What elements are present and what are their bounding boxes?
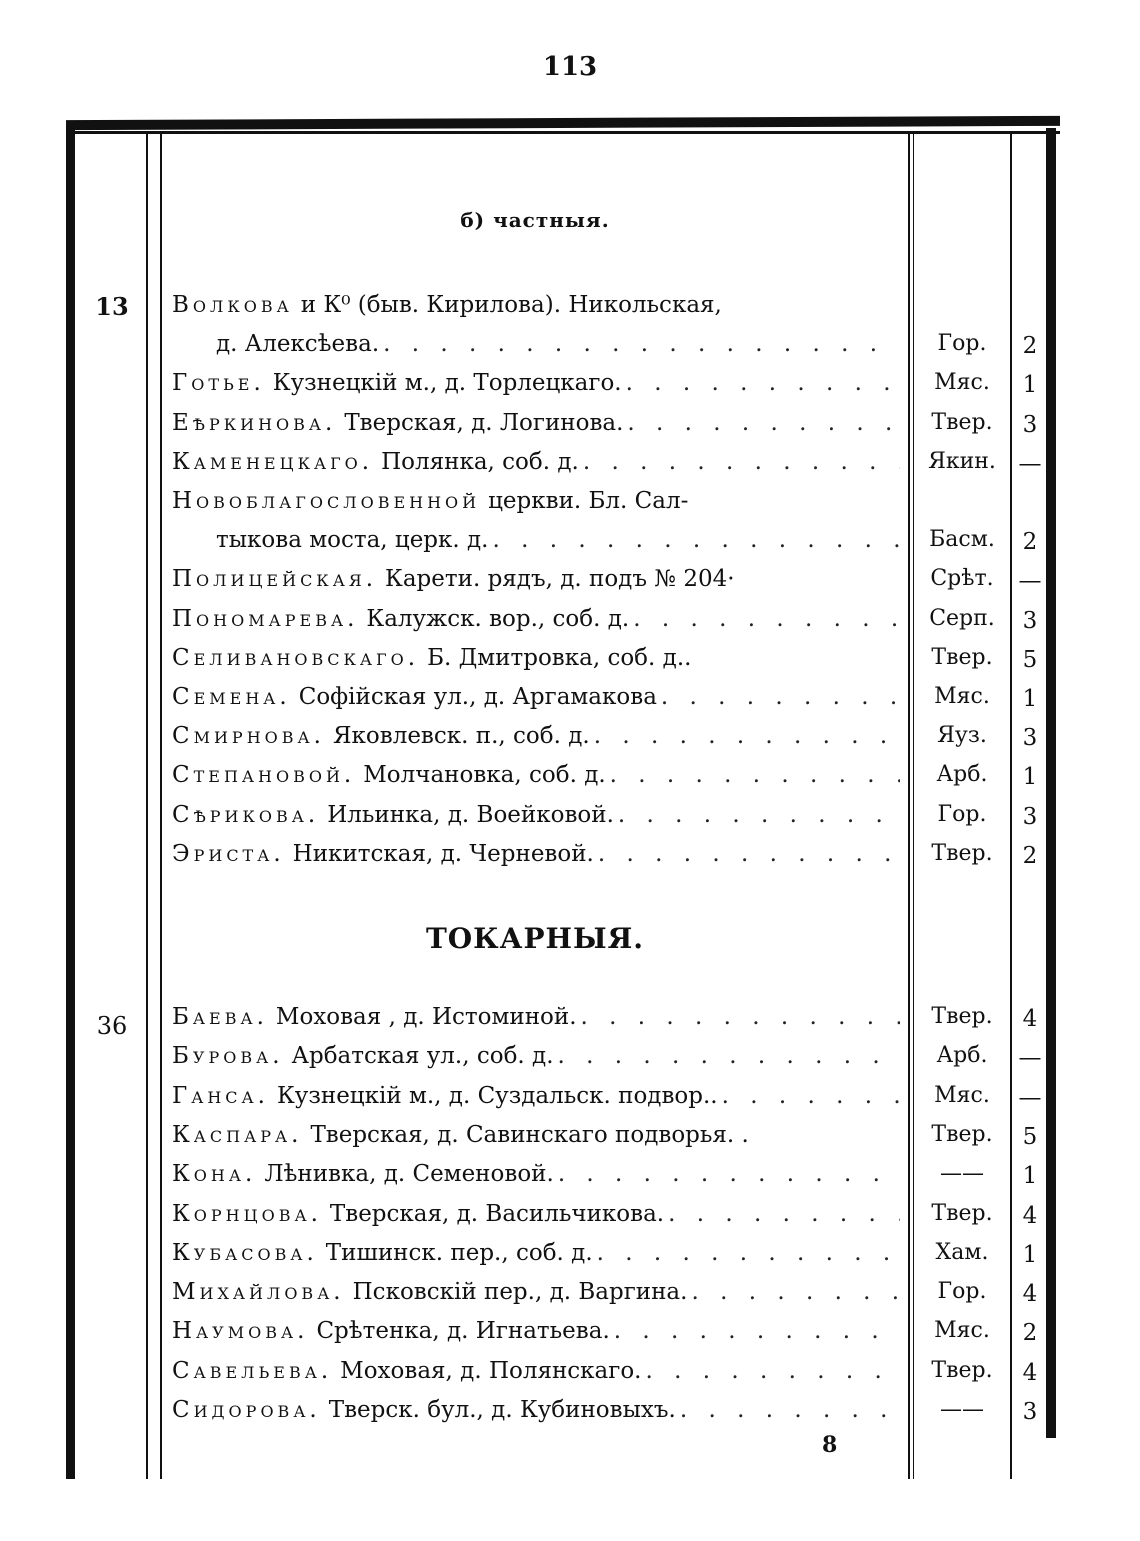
entry-line — [172, 802, 900, 836]
section-count-private: 13 — [95, 292, 129, 321]
entry-address: Лѣнивка, д. Семеновой. — [264, 1161, 554, 1188]
column-divider-count-inner — [160, 134, 162, 1479]
entry-name: Селивановскаго. — [172, 644, 420, 671]
entry-district: Мяс. — [934, 370, 990, 396]
entry-name: Семена. — [172, 684, 291, 710]
entry-district: Твер. — [931, 409, 993, 435]
entry-district: Якин. — [928, 448, 996, 474]
entry-district: Арб. — [936, 1043, 988, 1069]
section-title-private: б) частныя. — [460, 208, 610, 232]
entry-line — [172, 684, 900, 718]
entry-line — [216, 527, 900, 561]
entry-number: 2 — [1022, 1320, 1038, 1347]
entry-name: Сидорова. — [172, 1397, 321, 1423]
dot-leader — [594, 841, 900, 867]
entry-number: 4 — [1022, 1359, 1038, 1386]
entry-number: — — [1018, 568, 1042, 595]
entry-line — [172, 370, 900, 404]
dot-leader — [379, 331, 900, 357]
entry-address: и К⁰ (быв. Кирилова). Никольская, — [300, 292, 722, 318]
entry-number: 5 — [1022, 1123, 1038, 1150]
entry-number: 2 — [1022, 529, 1038, 556]
entry-line — [172, 723, 900, 757]
entry-district: Гор. — [937, 801, 987, 827]
entry-name: Ганса. — [172, 1082, 269, 1109]
frame-top-rule-thin — [66, 131, 1060, 134]
entry-line — [172, 841, 900, 875]
entry-line — [172, 410, 900, 444]
entry-line — [172, 1318, 900, 1352]
entry-address: Моховая , д. Истоминой. — [275, 1004, 577, 1030]
entry-number: 3 — [1022, 607, 1038, 634]
dot-leader — [641, 1358, 900, 1384]
entry-address: Яковлевск. п., соб. д. — [332, 723, 590, 750]
entry-address: Тверская, д. Савинскаго подворья. . — [310, 1121, 749, 1148]
signature-mark: 8 — [822, 1432, 838, 1458]
entry-number: — — [1018, 1084, 1042, 1111]
entry-number: 3 — [1022, 411, 1038, 438]
entry-name: Еѣркинова. — [172, 409, 337, 436]
entry-district: Твер. — [931, 644, 993, 670]
entry-line — [172, 1279, 900, 1313]
entry-line — [172, 1397, 900, 1431]
entry-address: Ильинка, д. Воейковой. — [327, 801, 614, 828]
entry-district: Гор. — [937, 1279, 987, 1305]
entry-number: 3 — [1022, 725, 1038, 752]
entry-line — [172, 292, 900, 326]
entry-name: Наумова. — [172, 1318, 309, 1345]
dot-leader — [590, 723, 900, 749]
entry-line — [172, 1201, 900, 1235]
entry-address: тыкова моста, церк. д. — [216, 527, 489, 554]
frame-top-rule — [66, 116, 1060, 130]
entry-name: Бурова. — [172, 1043, 284, 1070]
entry-district: Мяс. — [934, 684, 990, 709]
dot-leader — [623, 410, 900, 436]
entry-district: —— — [940, 1397, 984, 1422]
entry-district: Хам. — [935, 1239, 989, 1265]
entry-name: Каспара. — [172, 1121, 303, 1148]
dot-leader — [676, 1397, 900, 1423]
dot-leader — [577, 1004, 900, 1030]
entry-address: Карети. рядъ, д. подъ № 204· — [385, 566, 735, 593]
entry-number: 3 — [1022, 803, 1038, 830]
column-divider-number — [1010, 134, 1012, 1479]
frame-right-border — [1046, 128, 1056, 1438]
entry-number: 2 — [1022, 333, 1038, 360]
entry-address: Б. Дмитровка, соб. д.. — [427, 644, 692, 671]
entry-address: Тверская, д. Логинова. — [344, 409, 624, 436]
entry-number: 1 — [1022, 372, 1038, 399]
section-count-turners: 36 — [96, 1012, 128, 1040]
entry-name: Корнцова. — [172, 1200, 322, 1227]
entry-line — [172, 488, 900, 522]
entry-name: Кона. — [172, 1161, 257, 1188]
entry-line — [172, 1358, 900, 1392]
entry-address: Псковскій пер., д. Варгина. — [352, 1279, 688, 1306]
column-divider-district — [908, 134, 910, 1479]
entry-number: 1 — [1022, 764, 1038, 791]
entry-address: Тишинск. пер., соб. д. — [325, 1239, 593, 1266]
entry-line — [172, 449, 900, 483]
entry-name: Готье. — [172, 370, 265, 397]
entry-name: Степановой. — [172, 762, 356, 789]
entry-name: Каменецкаго. — [172, 448, 374, 475]
entry-line — [172, 762, 900, 796]
entry-address: Молчановка, соб. д. — [363, 762, 606, 789]
entry-line — [172, 1043, 900, 1077]
entry-address: Срѣтенка, д. Игнатьева. — [316, 1318, 610, 1345]
entry-line — [172, 1004, 900, 1038]
entry-name: Пономарева. — [172, 605, 359, 632]
entry-district: Мяс. — [934, 1318, 990, 1344]
entry-address: церкви. Бл. Сал- — [488, 488, 689, 514]
dot-leader — [593, 1240, 900, 1266]
dot-leader — [718, 1083, 900, 1109]
dot-leader — [687, 1279, 900, 1305]
entry-district: Твер. — [931, 1357, 993, 1383]
entry-district: Гор. — [937, 331, 987, 357]
entry-district: Твер. — [931, 1200, 993, 1226]
entry-address: Арбатская ул., соб. д. — [291, 1043, 554, 1070]
entry-line — [172, 1240, 900, 1274]
entry-name: Полицейская. — [172, 566, 378, 593]
entry-district: Твер. — [931, 1121, 993, 1147]
entry-name: Савельева. — [172, 1357, 333, 1384]
entry-name: Кубасова. — [172, 1239, 318, 1266]
entry-name: Михайлова. — [172, 1279, 345, 1306]
entry-line — [172, 1083, 900, 1117]
entry-line — [216, 331, 900, 365]
dot-leader — [629, 606, 900, 632]
entry-address: Калужск. вор., соб. д. — [366, 605, 630, 632]
dot-leader — [554, 1161, 900, 1187]
entry-district: Басм. — [929, 527, 995, 553]
entry-number: 4 — [1022, 1281, 1038, 1308]
entry-district: Твер. — [931, 1004, 993, 1029]
entry-line — [172, 1122, 900, 1156]
entry-number: 3 — [1022, 1399, 1038, 1425]
entry-district: Твер. — [931, 840, 993, 866]
entry-number: — — [1018, 450, 1042, 477]
entry-number: 1 — [1022, 1241, 1038, 1268]
dot-leader — [622, 370, 900, 396]
dot-leader — [657, 684, 900, 710]
entry-address: Софійская ул., д. Аргамакова — [298, 684, 657, 710]
entry-name: Новоблагословенной — [172, 488, 481, 514]
entry-number: 1 — [1022, 1163, 1038, 1190]
entry-number: 1 — [1022, 686, 1038, 712]
entry-district: Яуз. — [937, 723, 987, 749]
entry-line — [172, 1161, 900, 1195]
entry-line — [172, 566, 900, 600]
entry-line — [172, 606, 900, 640]
entry-number: — — [1018, 1045, 1042, 1072]
entry-district: Срѣт. — [930, 566, 994, 592]
entry-address: Тверская, д. Васильчикова. — [329, 1200, 665, 1227]
entry-district: Серп. — [929, 605, 995, 631]
entry-address: Моховая, д. Полянскаго. — [340, 1357, 642, 1384]
entry-address: Кузнецкій м., д. Торлецкаго. — [272, 370, 622, 397]
entry-name: Эриста. — [172, 840, 285, 867]
entry-district: Мяс. — [934, 1082, 990, 1108]
entry-district: Арб. — [936, 762, 988, 788]
dot-leader — [610, 1318, 900, 1344]
dot-leader — [606, 762, 900, 788]
entry-address: Полянка, соб. д. — [381, 448, 579, 475]
entry-name: Смирнова. — [172, 723, 325, 750]
entry-district: —— — [940, 1161, 984, 1187]
dot-leader — [664, 1201, 900, 1227]
entry-name: Баева. — [172, 1004, 268, 1030]
column-divider-count — [146, 134, 148, 1479]
entry-address: Кузнецкій м., д. Суздальск. подвор.. — [276, 1082, 718, 1109]
entry-number: 2 — [1022, 842, 1038, 869]
entry-line — [172, 645, 900, 679]
page-number: 113 — [542, 52, 598, 82]
entry-name: Волкова — [172, 292, 293, 318]
entry-name: Сѣрикова. — [172, 801, 320, 828]
entry-number: 4 — [1022, 1006, 1038, 1032]
dot-leader — [554, 1043, 900, 1069]
entry-number: 5 — [1022, 646, 1038, 673]
entry-address: Тверск. бул., д. Кубиновыхъ. — [328, 1397, 676, 1423]
frame-left-border — [66, 124, 75, 1479]
dot-leader — [489, 527, 901, 553]
section-title-turners: ТОКАРНЫЯ. — [425, 922, 645, 955]
entry-number: 4 — [1022, 1202, 1038, 1229]
entry-address: д. Алексѣева. — [216, 331, 380, 358]
entry-address: Никитская, д. Черневой. — [292, 840, 594, 867]
dot-leader — [579, 449, 900, 475]
dot-leader — [614, 802, 900, 828]
